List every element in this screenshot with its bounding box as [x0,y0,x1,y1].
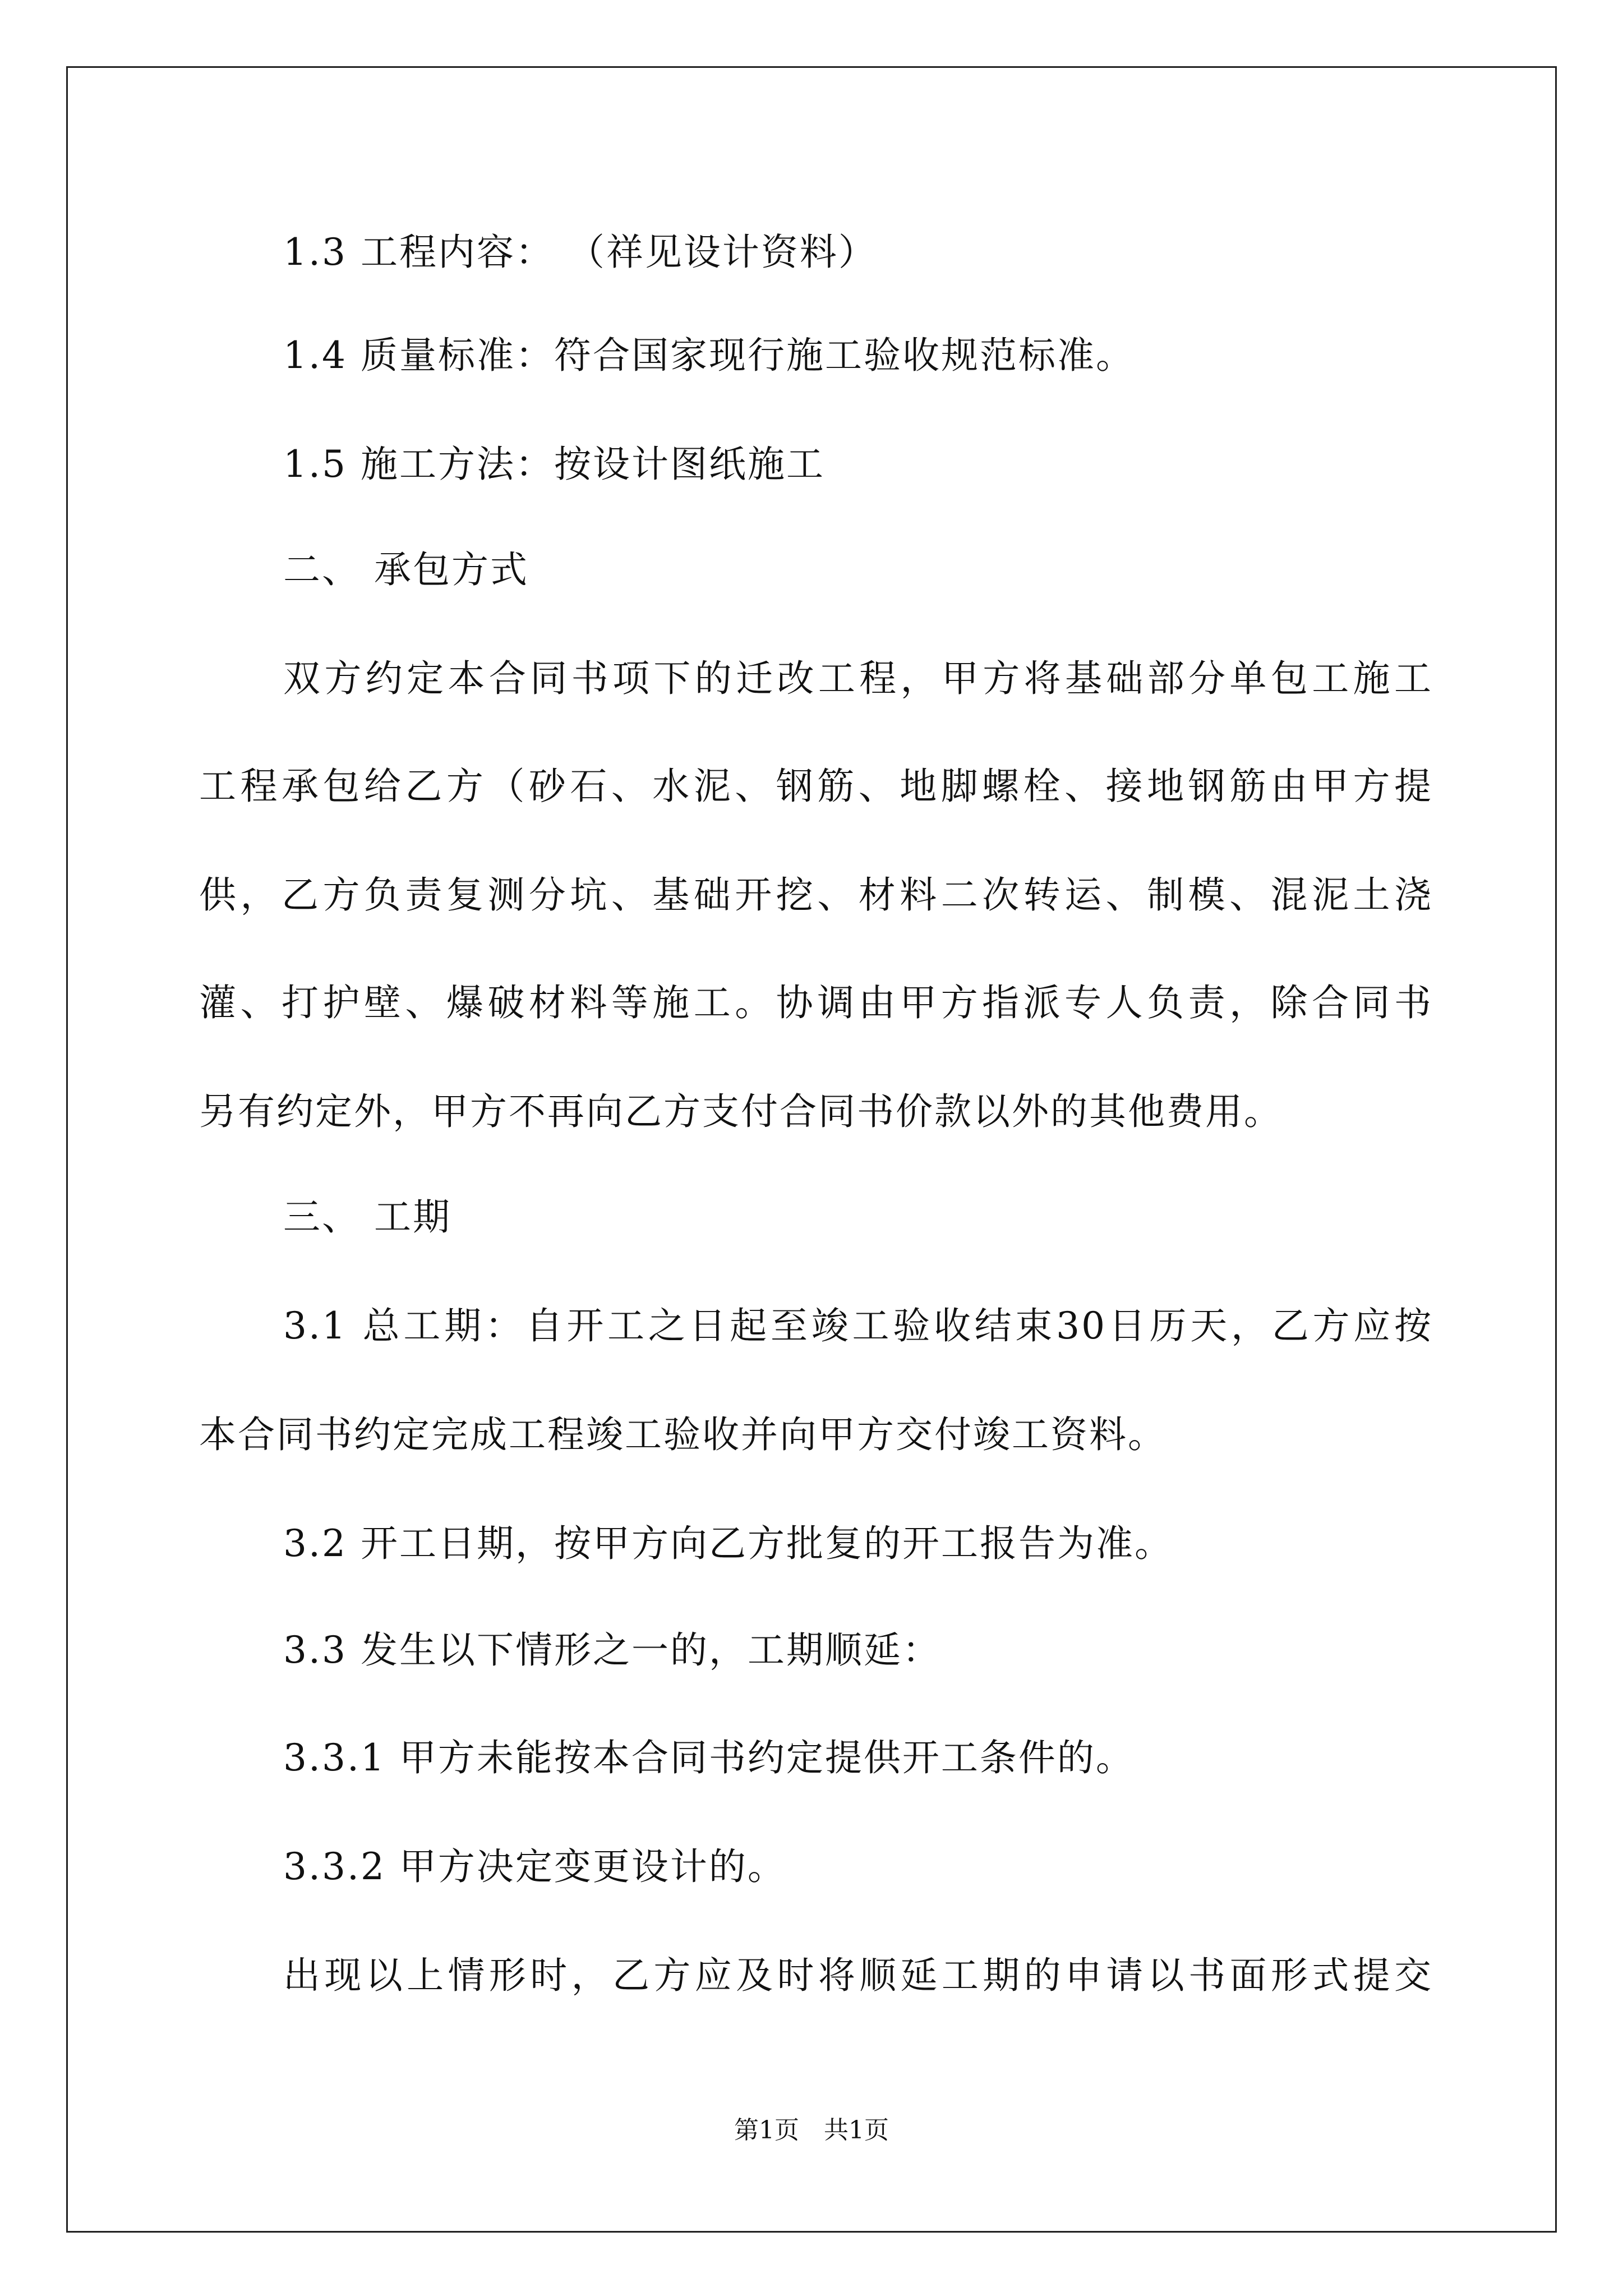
clause-1-4: 1.4 质量标准：符合国家现行施工验收规范标准。 [283,334,1135,377]
paragraph-line: 本合同书约定完成工程竣工验收并向甲方交付竣工资料。 [199,1413,1166,1456]
section-heading-2: 二、 承包方式 [283,548,529,591]
section-heading-3: 三、 工期 [283,1195,451,1239]
paragraph-line: 工程承包给乙方（砂石、水泥、钢筋、地脚螺栓、接地钢筋由甲方提 [199,765,1433,808]
paragraph-line: 灌、打护壁、爆破材料等施工。协调由甲方指派专人负责，除合同书 [199,981,1433,1024]
clause-3-1: 3.1 总工期：自开工之日起至竣工验收结束30日历天，乙方应按 [283,1304,1433,1347]
clause-3-2: 3.2 开工日期，按甲方向乙方批复的开工报告为准。 [283,1522,1173,1565]
clause-3-3-2: 3.3.2 甲方决定变更设计的。 [283,1845,786,1888]
paragraph-line: 出现以上情形时，乙方应及时将顺延工期的申请以书面形式提交 [283,1954,1433,1997]
paragraph-line: 另有约定外，甲方不再向乙方支付合同书价款以外的其他费用。 [199,1090,1283,1133]
clause-3-3: 3.3 发生以下情形之一的，工期顺延： [283,1628,941,1672]
paragraph-line: 供，乙方负责复测分坑、基础开挖、材料二次转运、制模、混泥土浇 [199,873,1433,917]
page-border [66,66,1557,2233]
clause-3-3-1: 3.3.1 甲方未能按本合同书约定提供开工条件的。 [283,1736,1135,1779]
clause-1-5: 1.5 施工方法：按设计图纸施工 [283,443,825,486]
clause-1-3: 1.3 工程内容： （祥见设计资料） [283,231,877,274]
page-number: 第1页 共1页 [734,2116,889,2145]
paragraph-line: 双方约定本合同书项下的迁改工程，甲方将基础部分单包工施工 [283,657,1433,700]
